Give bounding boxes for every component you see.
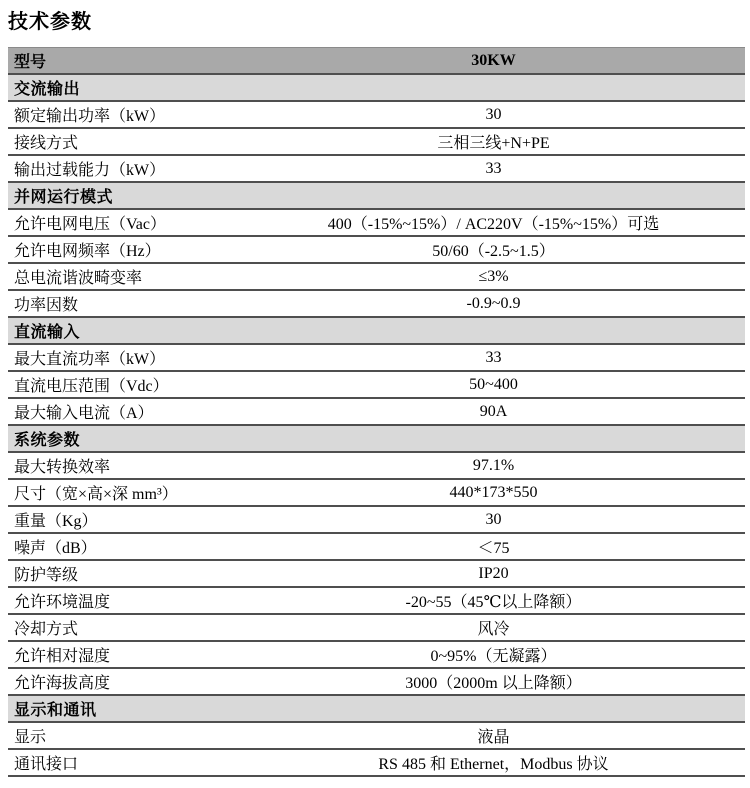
row-label: 重量（Kg） — [14, 513, 98, 530]
table-row — [8, 642, 745, 669]
section-header-row — [8, 318, 745, 345]
row-label: 输出过载能力（kW） — [14, 162, 166, 179]
row-label: 允许相对湿度 — [14, 648, 111, 665]
row-value: 440*173*550 — [449, 483, 538, 501]
table-row — [8, 372, 745, 399]
row-value: ＜75 — [477, 540, 510, 557]
row-label: 接线方式 — [14, 135, 79, 152]
table-row — [8, 102, 745, 129]
model-header-row — [8, 48, 745, 75]
table-row — [8, 129, 745, 156]
row-value: 400（-15%~15%）/ AC220V（-15%~15%）可选 — [327, 216, 660, 233]
table-row — [8, 345, 745, 372]
row-label: 允许环境温度 — [14, 594, 111, 611]
table-row — [8, 588, 745, 615]
table-row — [8, 291, 745, 318]
row-value: 液晶 — [477, 729, 510, 746]
row-value: -20~55（45℃以上降额） — [405, 594, 582, 611]
row-label: 额定输出功率（kW） — [14, 108, 166, 125]
row-label: 直流输入 — [14, 324, 81, 341]
section-header-row — [8, 183, 745, 210]
spec-table — [8, 47, 745, 777]
row-label: 允许电网电压（Vac） — [14, 216, 166, 233]
row-label: 显示 — [14, 729, 47, 746]
section-header-row — [8, 426, 745, 453]
row-label: 最大直流功率（kW） — [14, 351, 166, 368]
table-row — [8, 237, 745, 264]
section-header-row — [8, 696, 745, 723]
row-value: RS 485 和 Ethernet，Modbus 协议 — [378, 756, 609, 773]
row-value: 30 — [485, 510, 502, 528]
table-row — [8, 156, 745, 183]
row-label: 允许电网频率（Hz） — [14, 243, 161, 260]
page-title: 技术参数 — [8, 11, 92, 33]
table-row — [8, 615, 745, 642]
row-label: 交流输出 — [14, 81, 81, 98]
table-row — [8, 534, 745, 561]
table-row — [8, 210, 745, 237]
row-label: 尺寸（宽×高×深 mm³） — [14, 486, 178, 503]
row-value: 三相三线+N+PE — [437, 135, 550, 152]
row-label: 功率因数 — [14, 297, 79, 314]
row-label: 型号 — [14, 54, 47, 71]
row-label: 通讯接口 — [14, 756, 79, 773]
table-row — [8, 507, 745, 534]
table-row — [8, 480, 745, 507]
row-value: IP20 — [478, 564, 509, 582]
row-label: 总电流谐波畸变率 — [14, 270, 143, 287]
row-value: 90A — [479, 402, 508, 420]
row-value: 50~400 — [469, 375, 518, 393]
row-label: 允许海拔高度 — [14, 675, 111, 692]
row-label: 显示和通讯 — [14, 702, 97, 719]
row-value: 0~95%（无凝露） — [430, 648, 557, 665]
row-value: -0.9~0.9 — [466, 294, 521, 312]
row-label: 噪声（dB） — [14, 540, 97, 557]
row-label: 直流电压范围（Vdc） — [14, 378, 169, 395]
table-row — [8, 561, 745, 588]
row-value: 33 — [485, 159, 502, 177]
row-label: 防护等级 — [14, 567, 79, 584]
row-label: 系统参数 — [14, 432, 81, 449]
row-value: 30 — [485, 105, 502, 123]
table-row — [8, 399, 745, 426]
row-value: 3000（2000m 以上降额） — [405, 675, 582, 692]
row-value: ≤3% — [478, 267, 509, 285]
table-row — [8, 669, 745, 696]
section-header-row — [8, 75, 745, 102]
row-value: 30KW — [471, 51, 516, 69]
table-row — [8, 453, 745, 480]
row-value: 33 — [485, 348, 502, 366]
table-row — [8, 723, 745, 750]
row-label: 冷却方式 — [14, 621, 79, 638]
row-label: 最大转换效率 — [14, 459, 111, 476]
row-value: 风冷 — [477, 621, 510, 638]
table-row — [8, 264, 745, 291]
row-label: 并网运行模式 — [14, 189, 114, 206]
table-row — [8, 750, 745, 777]
row-label: 最大输入电流（A） — [14, 405, 154, 422]
row-value: 97.1% — [472, 456, 515, 474]
row-value: 50/60（-2.5~1.5） — [432, 243, 555, 260]
